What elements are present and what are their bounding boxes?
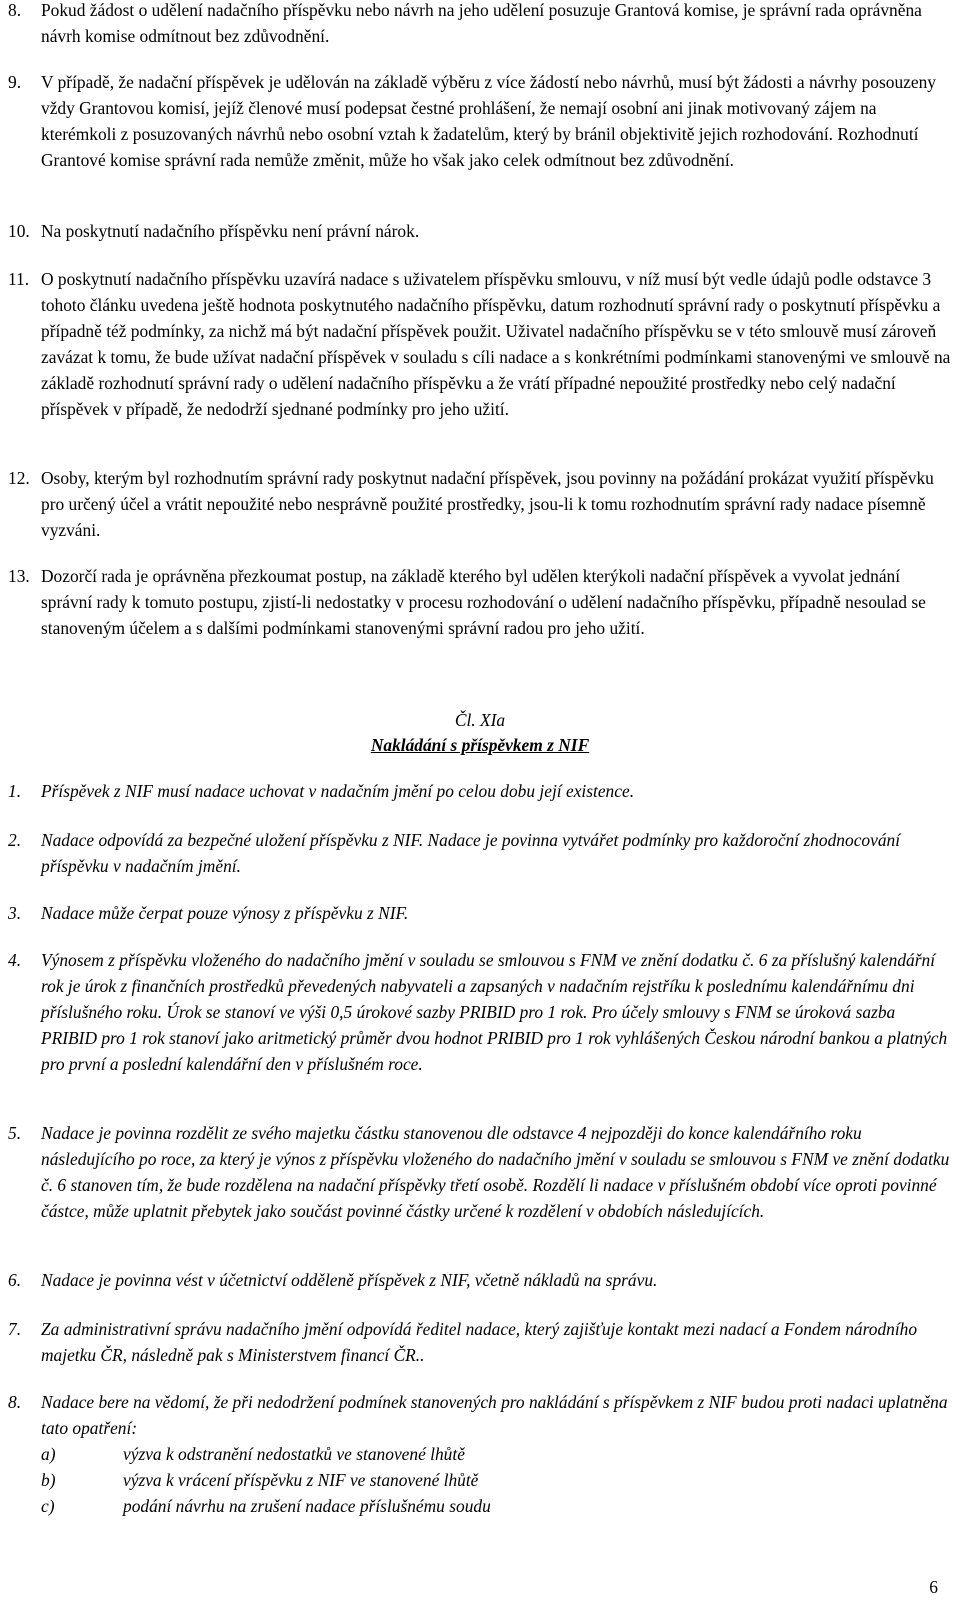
paragraph-number: 1. <box>8 781 22 801</box>
paragraph-number: 12. <box>8 468 30 488</box>
paragraph-text: Příspěvek z NIF musí nadace uchovat v nadačním jmění po celou dobu její existence. <box>41 781 635 801</box>
measure-text: výzva k odstranění nedostatků ve stanovené lhůtě <box>123 1444 465 1464</box>
paragraph-text: Nadace může čerpat pouze výnosy z příspěvku z NIF. <box>41 903 409 923</box>
measure-letter: b) <box>41 1470 56 1490</box>
paragraph-text: V případě, že nadační příspěvek je udělován na základě výběru z více žádostí nebo návrhů, musí být žádosti a návrhy posouzeny vždy Grantovou komisí, jejíž členové musí podepsat čestné prohlášení, že nemají osobní ani jinak motivovaný zájem na kterémkoli z posuzovaných návrhů nebo osobní vztah k žadatelům, který by bránil objektivitě jejich rozhodování. Rozhodnutí Grantové komise správní rada nemůže změnit, může ho však jako celek odmítnout bez zdůvodnění. <box>41 72 936 170</box>
paragraph-12 <box>8 465 953 543</box>
paragraph-number: 9. <box>8 72 22 92</box>
paragraph-number: 13. <box>8 566 30 586</box>
paragraph-number: 6. <box>8 1270 22 1290</box>
paragraph-number: 5. <box>8 1123 22 1143</box>
article-paragraph-6 <box>8 1267 953 1293</box>
paragraph-number: 7. <box>8 1319 22 1339</box>
paragraph-text: Za administrativní správu nadačního jmění odpovídá ředitel nadace, který zajišťuje kontakt mezi nadací a Fondem národního majetku ČR, následně pak s Ministerstvem financí ČR.. <box>41 1319 918 1365</box>
paragraph-text: O poskytnutí nadačního příspěvku uzavírá nadace s uživatelem příspěvku smlouvu, v níž musí být vedle údajů podle odstavce 3 tohoto článku uvedena ještě hodnota poskytnutého nadačního příspěvku, datum rozhodnutí správní rady o poskytnutí příspěvku a případně též podmínky, za nichž má být nadační příspěvek použit. Uživatel nadačního příspěvku se v této smlouvě musí zároveň zavázat k tomu, že bude užívat nadační příspěvek v souladu s cíli nadace a s konkrétními podmínkami stanovenými ve smlouvě na základě rozhodnutí správní rady o udělení nadačního příspěvku a že vrátí případné nepoužité prostředky nebo celý nadační příspěvek v případě, že nedodrží sjednané podmínky pro jeho užití. <box>41 269 951 419</box>
paragraph-number: 8. <box>8 1392 22 1412</box>
article-paragraph-4 <box>8 947 953 1077</box>
paragraph-text: Dozorčí rada je oprávněna přezkoumat postup, na základě kterého byl udělen kterýkoli nadační příspěvek a vyvolat jednání správní rady k tomuto postupu, zjistí-li nedostatky v procesu rozhodování o udělení nadačního příspěvku, případně nesoulad se stanoveným účelem a s dalšími podmínkami stanovenými správní radou pro jeho užití. <box>41 566 926 638</box>
measure-text: podání návrhu na zrušení nadace příslušnému soudu <box>123 1496 491 1516</box>
article-paragraph-2 <box>8 827 953 879</box>
paragraph-13 <box>8 563 953 641</box>
paragraph-text: Nadace je povinna vést v účetnictví odděleně příspěvek z NIF, včetně nákladů na správu. <box>41 1270 658 1290</box>
article-paragraph-1 <box>8 778 953 804</box>
article-paragraph-8 <box>8 1389 953 1519</box>
paragraph-10 <box>8 218 953 244</box>
article-label: Čl. XIa <box>454 710 506 730</box>
paragraph-text: Nadace bere na vědomí, že při nedodržení podmínek stanovených pro nakládání s příspěvkem z NIF budou proti nadaci uplatněna tato opatření: <box>41 1392 948 1438</box>
paragraph-number: 2. <box>8 830 22 850</box>
paragraph-number: 8. <box>8 0 22 20</box>
paragraph-text: Výnosem z příspěvku vloženého do nadačního jmění v souladu se smlouvou s FNM ve znění dodatku č. 6 za příslušný kalendářní rok je úrok z finančních prostředků převedených nabyvateli a zapsaných v nadačním rejstříku k poslednímu kalendářnímu dni příslušného roku. Úrok se stanoví ve výši 0,5 úrokové sazby PRIBID pro 1 rok. Pro účely smlouvy s FNM se úroková sazba PRIBID pro 1 rok stanoví jako aritmetický průměr dvou hodnot PRIBID pro 1 rok vyhlášených Českou národní bankou a platných pro první a poslední kalendářní den v příslušném roce. <box>41 950 948 1074</box>
page-number: 6 <box>929 1577 938 1597</box>
measure-item-a <box>41 1441 953 1467</box>
measures-list <box>41 1441 953 1519</box>
paragraph-text: Pokud žádost o udělení nadačního příspěvku nebo návrh na jeho udělení posuzuje Grantová komise, je správní rada oprávněna návrh komise odmítnout bez zdůvodnění. <box>41 0 922 46</box>
measure-text: výzva k vrácení příspěvku z NIF ve stanovené lhůtě <box>123 1470 479 1490</box>
paragraph-text: Osoby, kterým byl rozhodnutím správní rady poskytnut nadační příspěvek, jsou povinny na požádání prokázat využití příspěvku pro určený účel a vrátit nepoužité nebo nesprávně použité prostředky, jsou-li k tomu rozhodnutím správní rady nadace písemně vyzváni. <box>41 468 934 540</box>
paragraph-9 <box>8 69 953 173</box>
paragraph-8 <box>8 0 953 49</box>
measure-letter: c) <box>41 1496 55 1516</box>
measure-item-b <box>41 1467 953 1493</box>
measure-item-c <box>41 1493 953 1519</box>
paragraph-number: 3. <box>8 903 22 923</box>
measure-letter: a) <box>41 1444 56 1464</box>
paragraph-number: 10. <box>8 221 30 241</box>
paragraph-11 <box>8 266 953 422</box>
article-paragraph-7 <box>8 1316 953 1368</box>
article-title: Nakládání s příspěvkem z NIF <box>370 735 590 755</box>
paragraph-text: Na poskytnutí nadačního příspěvku není právní nárok. <box>41 221 420 241</box>
article-paragraph-5 <box>8 1120 953 1224</box>
paragraph-text: Nadace odpovídá za bezpečné uložení příspěvku z NIF. Nadace je povinna vytvářet podmínky pro každoroční zhodnocování příspěvku v nadačním jmění. <box>41 830 901 876</box>
article-paragraph-3 <box>8 900 953 926</box>
paragraph-number: 4. <box>8 950 22 970</box>
paragraph-number: 11. <box>8 269 30 289</box>
paragraph-text: Nadace je povinna rozdělit ze svého majetku částku stanovenou dle odstavce 4 nejpozději do konce kalendářního roku následujícího po roce, za který je výnos z příspěvku vloženého do nadačního jmění v souladu se smlouvou s FNM ve znění dodatku č. 6 stanoven tím, že bude rozdělena na nadační příspěvky třetí osobě. Rozdělí li nadace v příslušném období více oproti povinné částce, může uplatnit přebytek jako součást povinné částky určené k rozdělení v obdobích následujících. <box>41 1123 950 1221</box>
